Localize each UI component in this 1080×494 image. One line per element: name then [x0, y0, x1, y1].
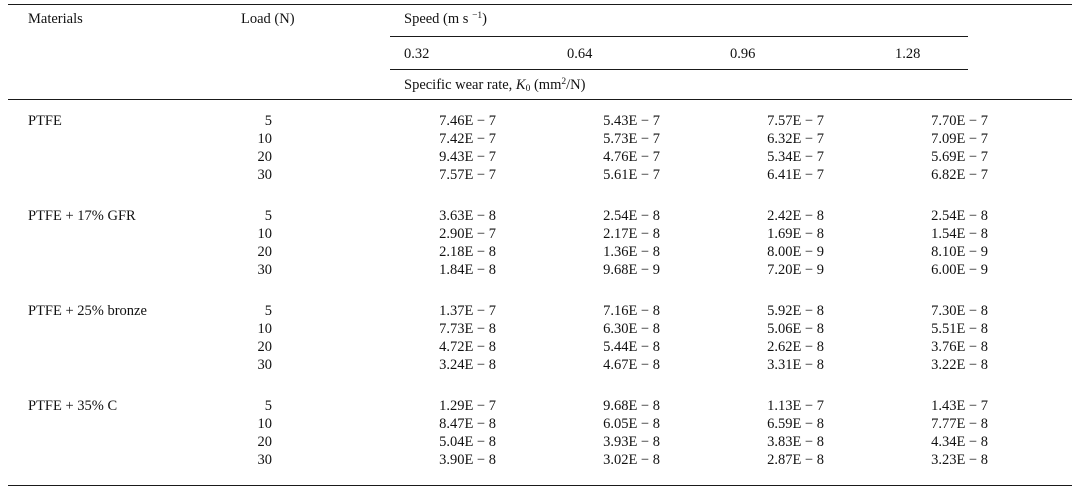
load-value: 5 [264, 113, 272, 129]
wear-rate-value: 7.46E − 7 [439, 113, 496, 129]
wear-rate-value: 6.59E − 8 [767, 416, 824, 432]
wear-rate-value: 7.09E − 7 [931, 131, 988, 147]
material-name: PTFE + 17% GFR [28, 208, 136, 224]
wear-rate-value: 3.93E − 8 [603, 434, 660, 450]
wear-rate-value: 6.32E − 7 [767, 131, 824, 147]
wear-rate-value: 9.68E − 9 [603, 262, 660, 278]
wear-rate-value: 2.62E − 8 [767, 339, 824, 355]
load-value: 20 [257, 244, 272, 260]
wear-rate-value: 7.20E − 9 [767, 262, 824, 278]
wear-rate-value: 8.10E − 9 [931, 244, 988, 260]
wear-rate-value: 8.47E − 8 [439, 416, 496, 432]
wear-rate-value: 2.87E − 8 [767, 452, 824, 468]
wear-rate-value: 6.82E − 7 [931, 167, 988, 183]
wear-rate-value: 2.54E − 8 [603, 208, 660, 224]
wear-rate-value: 7.77E − 8 [931, 416, 988, 432]
wear-rate-value: 7.42E − 7 [439, 131, 496, 147]
material-name: PTFE + 35% C [28, 398, 118, 414]
wear-rate-value: 1.54E − 8 [931, 226, 988, 242]
wear-rate-value: 8.00E − 9 [767, 244, 824, 260]
load-value: 10 [257, 226, 272, 242]
wear-rate-value: 2.90E − 7 [439, 226, 496, 242]
header-wear-rate [404, 76, 585, 94]
header-speed-4: 1.28 [895, 46, 921, 62]
wear-rate-value: 7.70E − 7 [931, 113, 988, 129]
wear-rate-value: 6.30E − 8 [603, 321, 660, 337]
wear-rate-value: 5.69E − 7 [931, 149, 988, 165]
wear-rate-value: 5.04E − 8 [439, 434, 496, 450]
table-top-rule [8, 4, 1072, 5]
wear-rate-value: 1.29E − 7 [439, 398, 496, 414]
load-value: 30 [257, 452, 272, 468]
wear-rate-value: 6.41E − 7 [767, 167, 824, 183]
wear-rate-value: 2.54E − 8 [931, 208, 988, 224]
load-value: 10 [257, 416, 272, 432]
wear-rate-value: 3.90E − 8 [439, 452, 496, 468]
wear-rate-value: 3.23E − 8 [931, 452, 988, 468]
header-bottom-rule [8, 99, 1072, 100]
wear-rate-value: 5.06E − 8 [767, 321, 824, 337]
wear-rate-value: 5.61E − 7 [603, 167, 660, 183]
speed-span-rule [390, 36, 968, 37]
load-value: 30 [257, 357, 272, 373]
header-speed-exponent: −1 [472, 11, 483, 21]
wear-rate-value: 5.92E − 8 [767, 303, 824, 319]
wear-rate-value: 6.00E − 9 [931, 262, 988, 278]
load-value: 30 [257, 167, 272, 183]
wear-rate-value: 4.72E − 8 [439, 339, 496, 355]
wear-rate-subscript: 0 [525, 84, 531, 94]
wear-rate-value: 3.63E − 8 [439, 208, 496, 224]
wear-rate-value: 3.76E − 8 [931, 339, 988, 355]
wear-rate-unit-exponent: 2 [561, 77, 567, 87]
header-load: Load (N) [241, 11, 295, 27]
header-speed-2: 0.64 [567, 46, 593, 62]
wear-rate-value: 5.43E − 7 [603, 113, 660, 129]
wear-rate-value: 1.36E − 8 [603, 244, 660, 260]
wear-rate-value: 3.31E − 8 [767, 357, 824, 373]
material-name: PTFE [28, 113, 62, 129]
load-value: 20 [257, 339, 272, 355]
load-value: 5 [264, 208, 272, 224]
load-value: 10 [257, 131, 272, 147]
wear-rate-value: 1.37E − 7 [439, 303, 496, 319]
wear-rate-value: 4.34E − 8 [931, 434, 988, 450]
wear-rate-value: 1.69E − 8 [767, 226, 824, 242]
header-speed-3: 0.96 [730, 46, 756, 62]
wear-rate-value: 2.42E − 8 [767, 208, 824, 224]
wear-rate-value: 3.22E − 8 [931, 357, 988, 373]
speed-values-rule [390, 69, 968, 70]
wear-rate-value: 7.73E − 8 [439, 321, 496, 337]
wear-rate-value: 7.57E − 7 [439, 167, 496, 183]
wear-rate-value: 4.76E − 7 [603, 149, 660, 165]
wear-rate-value: 3.24E − 8 [439, 357, 496, 373]
wear-rate-value: 2.17E − 8 [603, 226, 660, 242]
wear-rate-value: 2.18E − 8 [439, 244, 496, 260]
wear-rate-value: 1.84E − 8 [439, 262, 496, 278]
wear-rate-value: 1.13E − 7 [767, 398, 824, 414]
wear-rate-prefix: Specific wear rate, [404, 77, 516, 93]
wear-rate-value: 6.05E − 8 [603, 416, 660, 432]
header-speed-suffix: ) [482, 11, 488, 27]
wear-rate-value: 5.34E − 7 [767, 149, 824, 165]
header-speed-prefix: Speed (m s [404, 11, 469, 27]
wear-rate-value: 7.16E − 8 [603, 303, 660, 319]
wear-rate-value: 9.43E − 7 [439, 149, 496, 165]
load-value: 5 [264, 398, 272, 414]
header-speed-1: 0.32 [404, 46, 430, 62]
wear-rate-value: 3.83E − 8 [767, 434, 824, 450]
wear-rate-unit-suffix: /N) [566, 77, 586, 93]
header-materials: Materials [28, 11, 83, 27]
load-value: 20 [257, 149, 272, 165]
wear-rate-value: 1.43E − 7 [931, 398, 988, 414]
wear-rate-unit-prefix: (mm [530, 77, 562, 93]
wear-rate-symbol: K [515, 77, 526, 93]
load-value: 10 [257, 321, 272, 337]
wear-rate-value: 7.57E − 7 [767, 113, 824, 129]
wear-rate-value: 3.02E − 8 [603, 452, 660, 468]
header-speed [404, 10, 487, 28]
wear-rate-value: 5.73E − 7 [603, 131, 660, 147]
wear-rate-value: 4.67E − 8 [603, 357, 660, 373]
wear-rate-value: 5.51E − 8 [931, 321, 988, 337]
material-name: PTFE + 25% bronze [28, 303, 147, 319]
load-value: 30 [257, 262, 272, 278]
wear-rate-value: 5.44E − 8 [603, 339, 660, 355]
load-value: 20 [257, 434, 272, 450]
wear-rate-value: 7.30E − 8 [931, 303, 988, 319]
load-value: 5 [264, 303, 272, 319]
table-bottom-rule [8, 485, 1072, 486]
wear-rate-value: 9.68E − 8 [603, 398, 660, 414]
